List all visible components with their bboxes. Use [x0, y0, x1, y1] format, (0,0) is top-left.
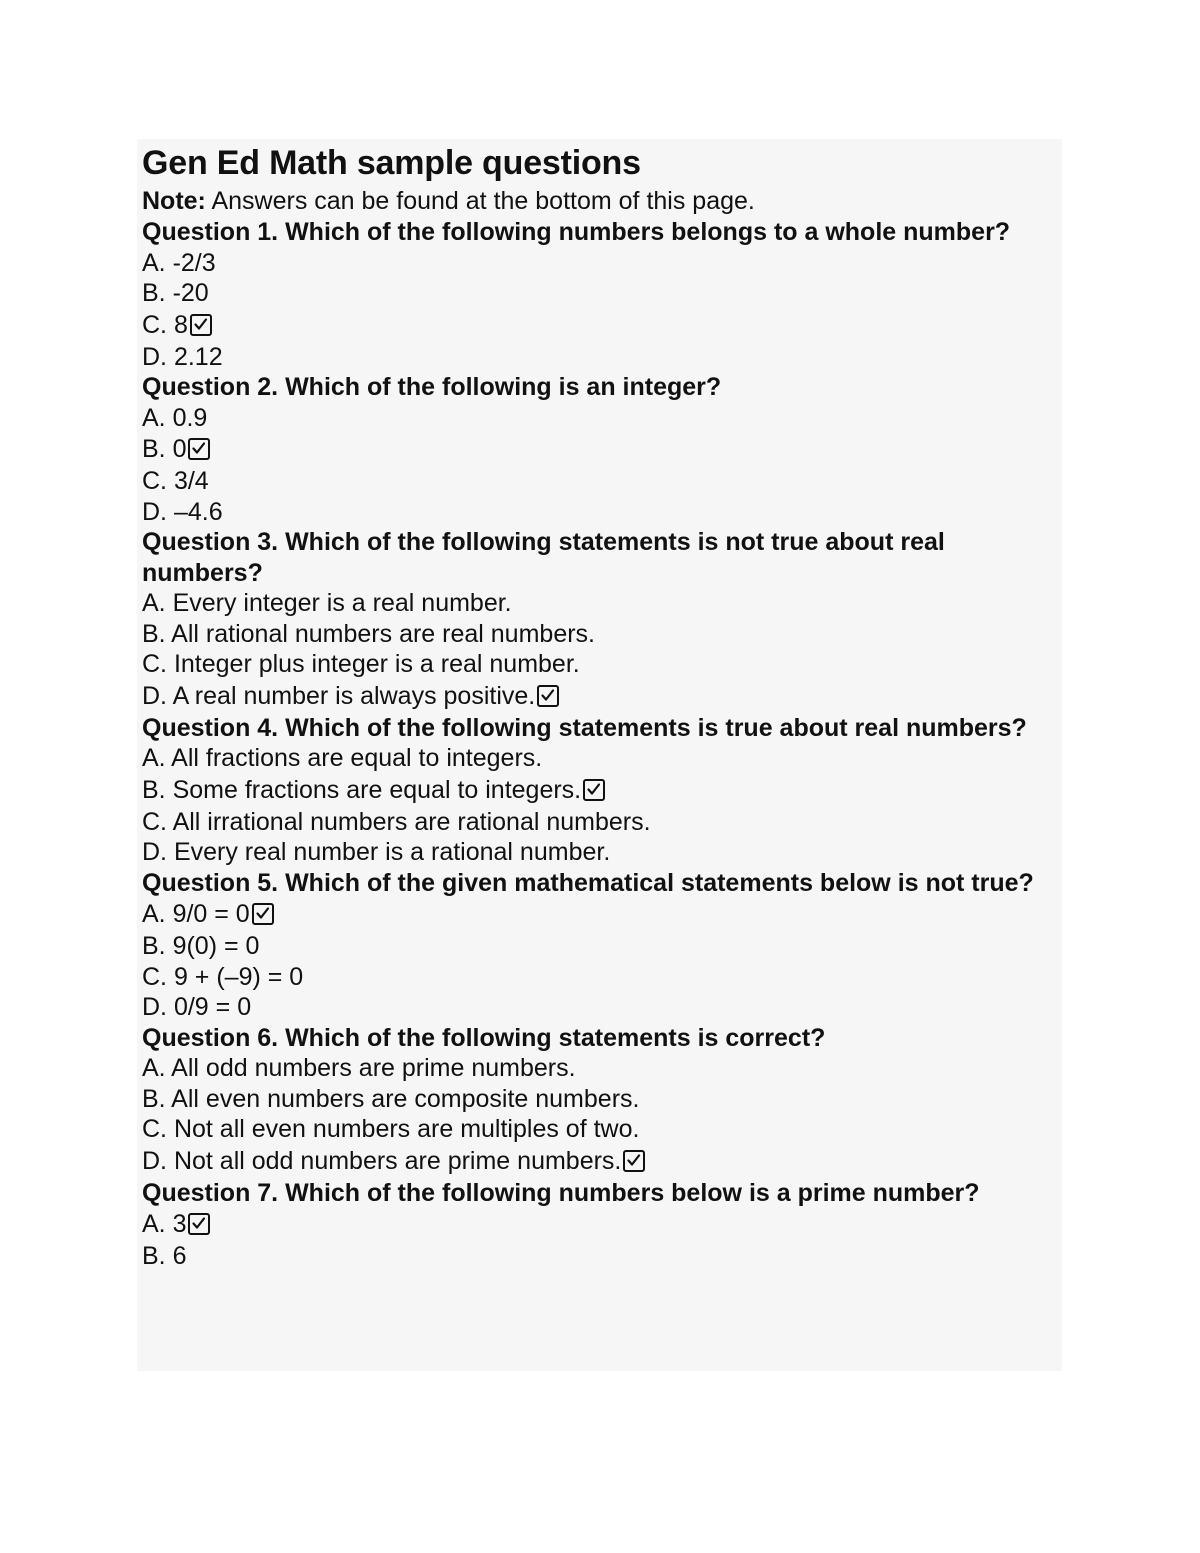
answer-option: [142, 931, 1057, 962]
answer-option-text: C. All irrational numbers are rational numbers.: [142, 807, 651, 836]
answer-option: [142, 588, 1057, 619]
question-5: Question 5. Which of the given mathematical statements below is not true?: [142, 868, 1034, 897]
answer-option: [142, 898, 1057, 931]
question-4: Question 4. Which of the following statements is true about real numbers?: [142, 713, 1027, 742]
checkbox-checked-icon: [188, 1213, 210, 1235]
answer-option: [142, 1145, 1057, 1178]
answer-option-text: C. 9 + (–9) = 0: [142, 962, 304, 991]
note-text: Answers can be found at the bottom of this page.: [205, 187, 755, 215]
answer-option: [142, 1114, 1057, 1145]
question-2: Question 2. Which of the following is an integer?: [142, 373, 722, 401]
page-title: Gen Ed Math sample questions: [142, 144, 641, 182]
answer-option: [142, 680, 1057, 713]
answer-option: [142, 466, 1057, 497]
answer-option-text: B. All rational numbers are real numbers.: [142, 619, 595, 648]
question-6: Question 6. Which of the following statements is correct?: [142, 1023, 826, 1052]
answer-option-text: D. A real number is always positive.: [142, 681, 536, 710]
checkbox-checked-icon: [623, 1150, 645, 1172]
answer-option-text: D. –4.6: [142, 497, 223, 526]
answer-option: [142, 433, 1057, 466]
note: [142, 185, 1057, 217]
answer-option-text: C. 8: [142, 310, 188, 339]
answer-option: [142, 743, 1057, 774]
answer-option: [142, 248, 1057, 279]
answer-option-text: A. Every integer is a real number.: [142, 589, 512, 617]
answer-option-text: D. Every real number is a rational number.: [142, 838, 611, 866]
answer-option: [142, 807, 1057, 838]
answer-option-text: B. All even numbers are composite numbers.: [142, 1084, 640, 1113]
question-3: Question 3. Which of the following statements is not true about real numbers?: [142, 528, 945, 587]
note-label: Note:: [142, 187, 206, 215]
answer-option-text: B. 6: [142, 1242, 187, 1270]
answer-option: [142, 1084, 1057, 1115]
answer-option-text: B. 9(0) = 0: [142, 932, 260, 960]
question-list: [142, 217, 1057, 1272]
answer-option: [142, 1208, 1057, 1241]
answer-option-text: A. 0.9: [142, 403, 208, 432]
checkbox-checked-icon: [188, 438, 210, 460]
answer-option-text: B. 0: [142, 435, 187, 463]
answer-option: [142, 497, 1057, 528]
answer-option-text: B. Some fractions are equal to integers.: [142, 775, 582, 804]
answer-option: [142, 278, 1057, 309]
answer-option-text: A. -2/3: [142, 248, 216, 277]
answer-option-text: D. Not all odd numbers are prime numbers.: [142, 1146, 622, 1175]
document-content: [137, 139, 1062, 1371]
answer-option-text: C. Integer plus integer is a real number.: [142, 650, 580, 678]
answer-option-text: A. All odd numbers are prime numbers.: [142, 1054, 576, 1082]
question-7: Question 7. Which of the following numbers below is a prime number?: [142, 1178, 980, 1207]
answer-option-text: C. Not all even numbers are multiples of two.: [142, 1115, 640, 1143]
checkbox-checked-icon: [537, 685, 559, 707]
answer-option: [142, 1241, 1057, 1272]
answer-option-text: D. 2.12: [142, 342, 223, 371]
answer-option-text: C. 3/4: [142, 467, 209, 495]
answer-option: [142, 619, 1057, 650]
checkbox-checked-icon: [583, 779, 605, 801]
answer-option: [142, 1053, 1057, 1084]
answer-option-text: B. -20: [142, 279, 209, 307]
answer-option-text: A. All fractions are equal to integers.: [142, 744, 543, 772]
answer-option: [142, 837, 1057, 868]
answer-option: [142, 342, 1057, 373]
answer-option: [142, 309, 1057, 342]
question-1: Question 1. Which of the following numbers belongs to a whole number?: [142, 218, 1011, 246]
answer-option-text: D. 0/9 = 0: [142, 993, 252, 1021]
answer-option: [142, 992, 1057, 1023]
answer-option-text: A. 3: [142, 1210, 187, 1238]
answer-option: [142, 774, 1057, 807]
checkbox-checked-icon: [252, 903, 274, 925]
answer-option: [142, 649, 1057, 680]
answer-option-text: A. 9/0 = 0: [142, 900, 250, 928]
answer-option: [142, 403, 1057, 434]
answer-option: [142, 962, 1057, 993]
checkbox-checked-icon: [190, 314, 212, 336]
